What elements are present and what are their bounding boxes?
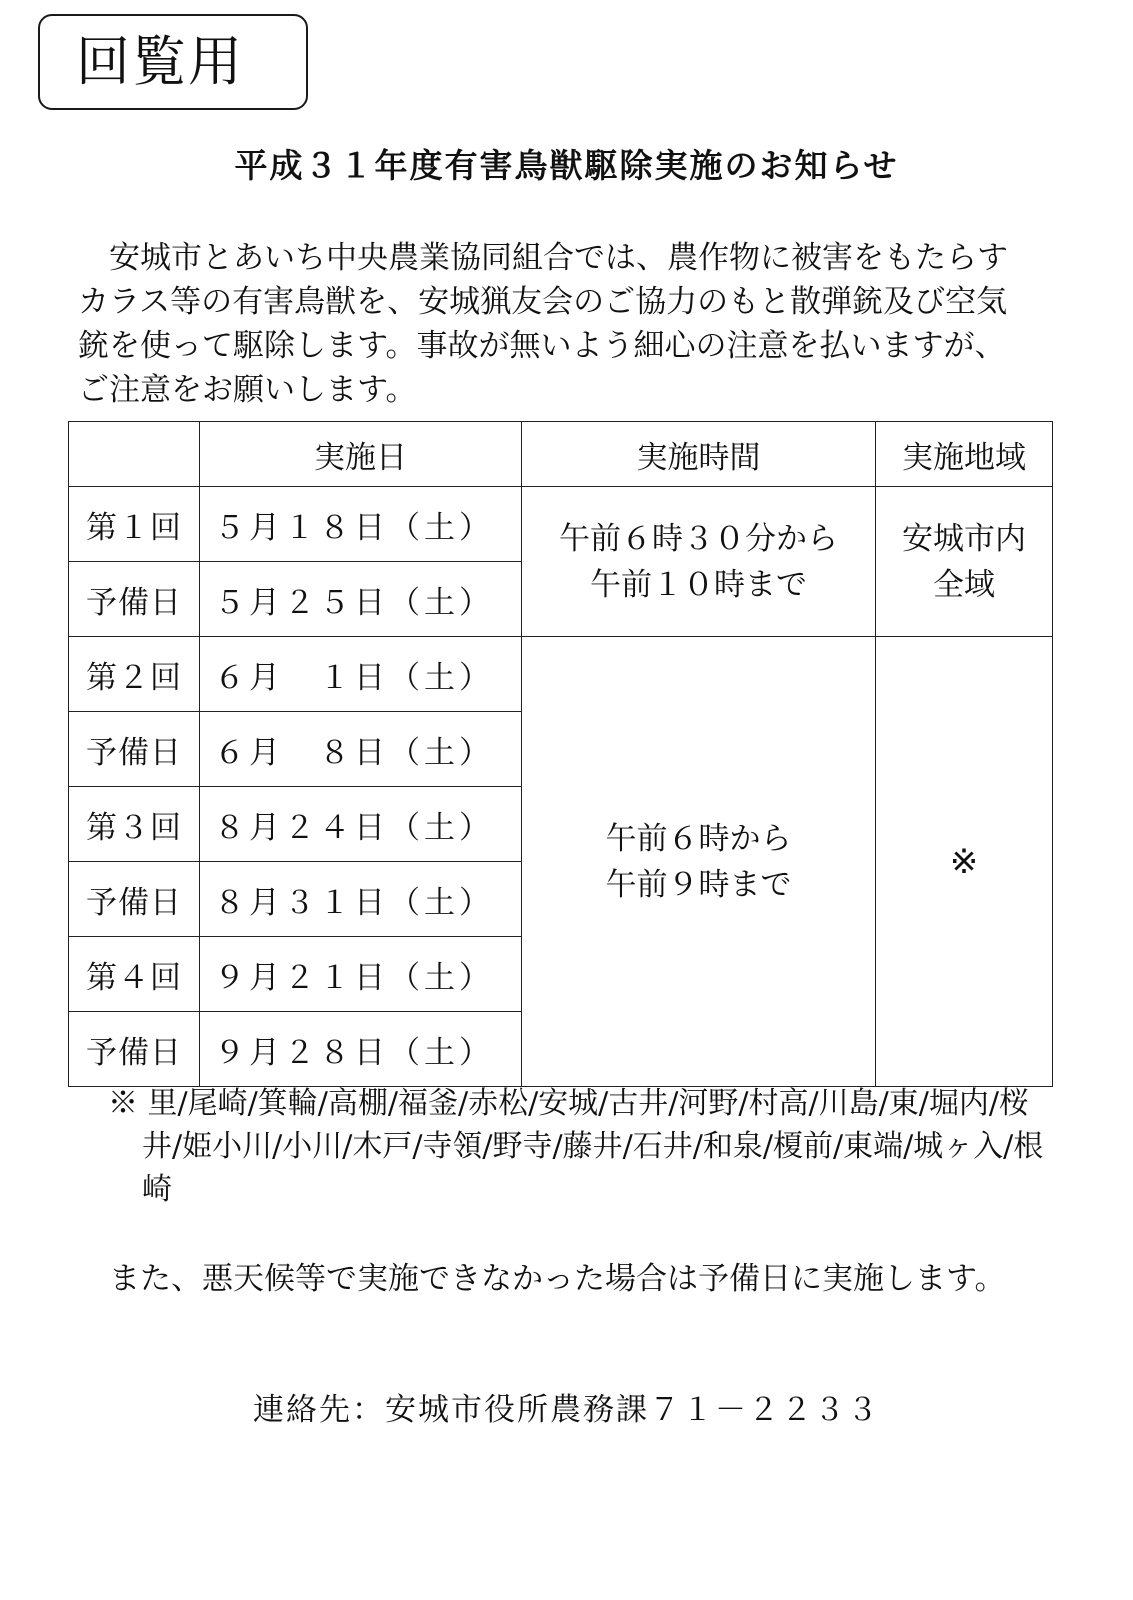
area-1-line2: 全域	[933, 566, 995, 603]
row-date: ９月２１日（土）	[200, 937, 522, 1012]
closing-paragraph: また、悪天候等で実施できなかった場合は予備日に実施します。	[109, 1261, 1006, 1297]
time-2-line2: 午前９時まで	[605, 866, 792, 903]
row-label: 予備日	[69, 562, 200, 637]
row-label: 第１回	[69, 487, 200, 562]
intro-paragraph: 安城市とあいち中央農業協同組合では、農作物に被害をもたらすカラス等の有害鳥獣を、安城猟友会のご協力のもと散弾銃及び空気銃を使って駆除します。事故が無いよう細心の注意を払いますが、ご注意をお願いします。	[78, 240, 1008, 408]
row-label: 第２回	[69, 637, 200, 712]
row-date: ６月 １日（土）	[200, 637, 522, 712]
row-label: 予備日	[69, 1012, 200, 1087]
header-area: 実施地域	[876, 422, 1053, 487]
time-1-line1: 午前６時３０分から	[559, 520, 838, 557]
time-cell-2	[522, 637, 876, 1087]
row-label: 第３回	[69, 787, 200, 862]
row-date: ８月２４日（土）	[200, 787, 522, 862]
time-cell-1	[522, 487, 876, 637]
header-date: 実施日	[200, 422, 522, 487]
row-label: 予備日	[69, 862, 200, 937]
row-date: ５月１８日（土）	[200, 487, 522, 562]
table-header-row	[69, 422, 1053, 487]
table-row	[69, 487, 1053, 562]
header-blank	[69, 422, 200, 487]
notice-title: 平成３１年度有害鳥獣駆除実施のお知らせ	[234, 146, 899, 185]
area-cell-2: ※	[876, 637, 1053, 1087]
row-date: ６月 ８日（土）	[200, 712, 522, 787]
time-2-line1: 午前６時から	[605, 820, 792, 857]
row-date: ９月２８日（土）	[200, 1012, 522, 1087]
row-date: ８月３１日（土）	[200, 862, 522, 937]
circulation-stamp: 回覧用	[38, 14, 308, 110]
area-1-line1: 安城市内	[902, 520, 1026, 557]
time-1-line2: 午前１０時まで	[590, 566, 807, 603]
row-date: ５月２５日（土）	[200, 562, 522, 637]
row-label: 第４回	[69, 937, 200, 1012]
area-note: ※ 里/尾崎/箕輪/高棚/福釜/赤松/安城/古井/河野/村高/川島/東/堀内/桜井/姫小川/小川/木戸/寺領/野寺/藤井/石井/和泉/榎前/東端/城ヶ入/根崎	[108, 1086, 1044, 1207]
table-row	[69, 637, 1053, 712]
schedule-table	[68, 421, 1053, 1087]
contact-info: 連絡先：安城市役所農務課７１－２２３３	[253, 1392, 880, 1428]
area-cell-1	[876, 487, 1053, 637]
row-label: 予備日	[69, 712, 200, 787]
header-time: 実施時間	[522, 422, 876, 487]
